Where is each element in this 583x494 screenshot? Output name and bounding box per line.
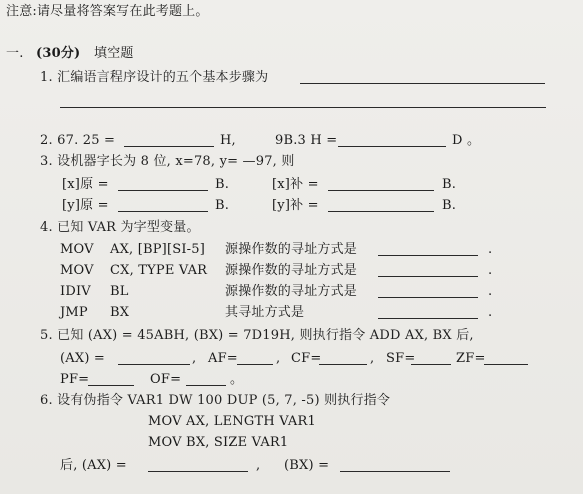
q4-row-2-args: CX, TYPE VAR — [110, 263, 208, 278]
q4-row-2-end: . — [488, 263, 493, 278]
answer-blank-q5-of[interactable] — [186, 385, 226, 386]
q4-row-1-end: . — [488, 242, 493, 257]
question-6-stem: 6. 设有伪指令 VAR1 DW 100 DUP (5, 7, -5) 则执行指令 — [40, 393, 391, 408]
q5-pf-label: PF= — [60, 372, 90, 387]
q3-unit-2: B. — [442, 177, 457, 192]
q4-row-3-end: . — [488, 284, 493, 299]
question-3-stem: 3. 设机器字长为 8 位, x=78, y= —97, 则 — [40, 154, 295, 169]
question-2-a-suffix: H, — [220, 133, 236, 148]
answer-blank-q4-4[interactable] — [378, 318, 478, 319]
answer-blank-q5-pf[interactable] — [88, 385, 134, 386]
question-2-a-prefix: 2. 67. 25 = — [40, 133, 116, 148]
q5-comma-2: , — [276, 351, 281, 366]
question-2-b-prefix: 9B.3 H = — [275, 133, 338, 148]
q4-row-4-op: JMP — [60, 305, 88, 320]
answer-blank-q5-af[interactable] — [237, 364, 273, 365]
section-title: 填空题 — [94, 46, 134, 61]
q3-unit-3: B. — [215, 198, 230, 213]
q3-x-original-label: [x]原 = — [62, 177, 109, 192]
q6-comma: , — [256, 458, 261, 473]
q3-unit-4: B. — [442, 198, 457, 213]
q4-row-3-op: IDIV — [60, 284, 91, 299]
section-number: 一. — [6, 46, 24, 61]
answer-blank-q2-a[interactable] — [124, 146, 214, 147]
q5-comma: , — [192, 351, 197, 366]
q3-y-original-label: [y]原 = — [62, 198, 109, 213]
answer-blank-q4-2[interactable] — [378, 276, 478, 277]
q4-row-3-args: BL — [110, 284, 129, 299]
answer-blank-q3-y-complement[interactable] — [328, 211, 434, 212]
q4-row-4-end: . — [488, 305, 493, 320]
q4-row-4-desc: 其寻址方式是 — [225, 305, 305, 320]
question-2-b-suffix: D 。 — [452, 133, 481, 148]
question-4-stem: 4. 已知 VAR 为字型变量。 — [40, 220, 200, 235]
q6-instruction-1: MOV AX, LENGTH VAR1 — [148, 414, 316, 429]
q4-row-1-args: AX, [BP][SI-5] — [110, 242, 205, 257]
q5-cf-label: CF= — [291, 351, 322, 366]
q3-y-complement-label: [y]补 = — [272, 198, 319, 213]
answer-blank-q6-ax[interactable] — [148, 471, 248, 472]
q4-row-1-desc: 源操作数的寻址方式是 — [225, 242, 358, 257]
q3-unit-1: B. — [215, 177, 230, 192]
q4-row-2-op: MOV — [60, 263, 94, 278]
answer-blank-q1-a[interactable] — [300, 83, 545, 84]
q5-af-label: AF= — [208, 351, 238, 366]
q5-end: 。 — [230, 372, 244, 387]
q5-sf-label: SF= — [386, 351, 416, 366]
q5-ax-label: (AX) = — [60, 351, 106, 366]
answer-blank-q5-sf[interactable] — [411, 364, 451, 365]
notice-text: 注意:请尽量将答案写在此考题上。 — [6, 4, 209, 19]
answer-blank-q4-3[interactable] — [378, 297, 478, 298]
q4-row-2-desc: 源操作数的寻址方式是 — [225, 263, 358, 278]
q6-instruction-2: MOV BX, SIZE VAR1 — [148, 435, 289, 450]
answer-blank-q4-1[interactable] — [378, 255, 478, 256]
answer-blank-q6-bx[interactable] — [340, 471, 450, 472]
answer-blank-q5-cf[interactable] — [319, 364, 367, 365]
answer-blank-q5-zf[interactable] — [484, 364, 528, 365]
q5-comma-3: , — [370, 351, 375, 366]
q4-row-4-args: BX — [110, 305, 130, 320]
q3-x-complement-label: [x]补 = — [272, 177, 319, 192]
q4-row-1-op: MOV — [60, 242, 94, 257]
answer-blank-q1-b[interactable] — [60, 107, 546, 108]
question-1-text: 1. 汇编语言程序设计的五个基本步骤为 — [40, 70, 269, 85]
q6-ax-label: 后, (AX) = — [60, 458, 127, 473]
question-5-stem: 5. 已知 (AX) = 45ABH, (BX) = 7D19H, 则执行指令 ADD AX, BX 后, — [40, 328, 474, 343]
q5-of-label: OF= — [150, 372, 182, 387]
answer-blank-q3-y-original[interactable] — [118, 211, 208, 212]
answer-blank-q3-x-original[interactable] — [118, 190, 208, 191]
q5-zf-label: ZF= — [456, 351, 486, 366]
q6-bx-label: (BX) = — [284, 458, 330, 473]
answer-blank-q2-b[interactable] — [338, 146, 446, 147]
section-score: (30分) — [36, 46, 81, 61]
answer-blank-q5-ax[interactable] — [118, 364, 190, 365]
answer-blank-q3-x-complement[interactable] — [328, 190, 434, 191]
q4-row-3-desc: 源操作数的寻址方式是 — [225, 284, 358, 299]
